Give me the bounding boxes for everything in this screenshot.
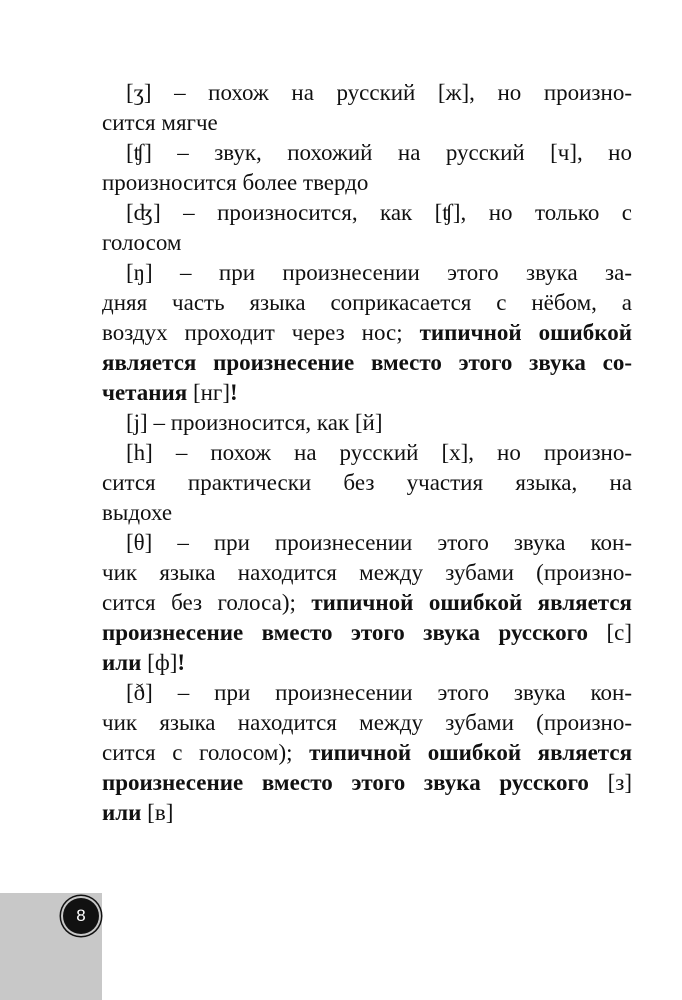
text: произносится более твердо: [102, 170, 369, 195]
bold-text: !: [177, 650, 186, 675]
text: [в]: [141, 800, 174, 825]
text: [h] – похож на русский [х], но произно-: [126, 440, 632, 465]
text-line: [102, 588, 632, 618]
text-line: [102, 228, 632, 258]
text-line: [102, 528, 632, 558]
paragraph-ch: [102, 138, 632, 198]
text-line: [102, 468, 632, 498]
text: [ф]: [141, 650, 178, 675]
paragraph-h: [102, 438, 632, 528]
bold-text: типичной ошибкой является: [309, 740, 633, 765]
text-line: [102, 348, 632, 378]
text-line: [102, 678, 632, 708]
text: [ʒ] – похож на русский [ж], но произно-: [126, 80, 632, 105]
text: чик языка находится между зубами (произно-: [102, 710, 632, 735]
text: сится мягче: [102, 110, 218, 135]
text-line: [102, 738, 632, 768]
text-line: [102, 648, 632, 678]
text: сится без голоса);: [102, 590, 312, 615]
text: [θ] – при произнесении этого звука кон-: [126, 530, 632, 555]
text-line: [102, 108, 632, 138]
bold-text: четания: [102, 380, 188, 405]
page-number: 8: [76, 906, 86, 925]
paragraph-dzh: [102, 198, 632, 258]
page-number-badge: [63, 898, 99, 934]
text: [нг]: [187, 380, 231, 405]
text-line: [102, 558, 632, 588]
bold-text: произнесение вместо этого звука русского: [102, 620, 589, 645]
text-line: [102, 768, 632, 798]
text: [ð] – при произнесении этого звука кон-: [126, 680, 632, 705]
paragraph-ng: [102, 258, 632, 408]
bold-text: типичной ошибкой: [419, 320, 632, 345]
text-line: [102, 798, 632, 828]
page-body: [102, 78, 632, 828]
bold-text: или: [102, 650, 142, 675]
text-line: [102, 198, 632, 228]
bold-text: или: [102, 800, 142, 825]
paragraph-j: [102, 408, 632, 438]
bold-text: является произнесение вместо этого звука со-: [102, 350, 632, 375]
bold-text: !: [230, 380, 238, 405]
paragraph-zh: [102, 78, 632, 138]
text: [с]: [588, 620, 632, 645]
text-line: [102, 438, 632, 468]
text-line: [102, 258, 632, 288]
text-line: [102, 168, 632, 198]
text-line: [102, 708, 632, 738]
text: сится практически без участия языка, на: [102, 470, 632, 495]
text: [ʤ] – произносится, как [ʧ], но только с: [126, 200, 632, 225]
text-line: [102, 618, 632, 648]
text-line: [102, 378, 632, 408]
paragraph-th: [102, 528, 632, 678]
text: [з]: [588, 770, 632, 795]
text-line: [102, 498, 632, 528]
text: [ʧ] – звук, похожий на русский [ч], но: [126, 140, 632, 165]
text: воздух проходит через нос;: [102, 320, 420, 345]
text-line: [102, 138, 632, 168]
text-line: [102, 78, 632, 108]
paragraph-dh: [102, 678, 632, 828]
text: голосом: [102, 230, 182, 255]
text-line: [102, 318, 632, 348]
text: выдохе: [102, 500, 173, 525]
text: чик языка находится между зубами (произно-: [102, 560, 632, 585]
text-line: [102, 288, 632, 318]
bold-text: произнесение вместо этого звука русского: [102, 770, 589, 795]
text: сится с голосом);: [102, 740, 310, 765]
text-line: [102, 408, 632, 438]
text: дняя часть языка соприкасается с нёбом, а: [102, 290, 632, 315]
text: [ŋ] – при произнесении этого звука за-: [126, 260, 632, 285]
bold-text: типичной ошибкой является: [311, 590, 633, 615]
text: [j] – произносится, как [й]: [126, 410, 383, 435]
